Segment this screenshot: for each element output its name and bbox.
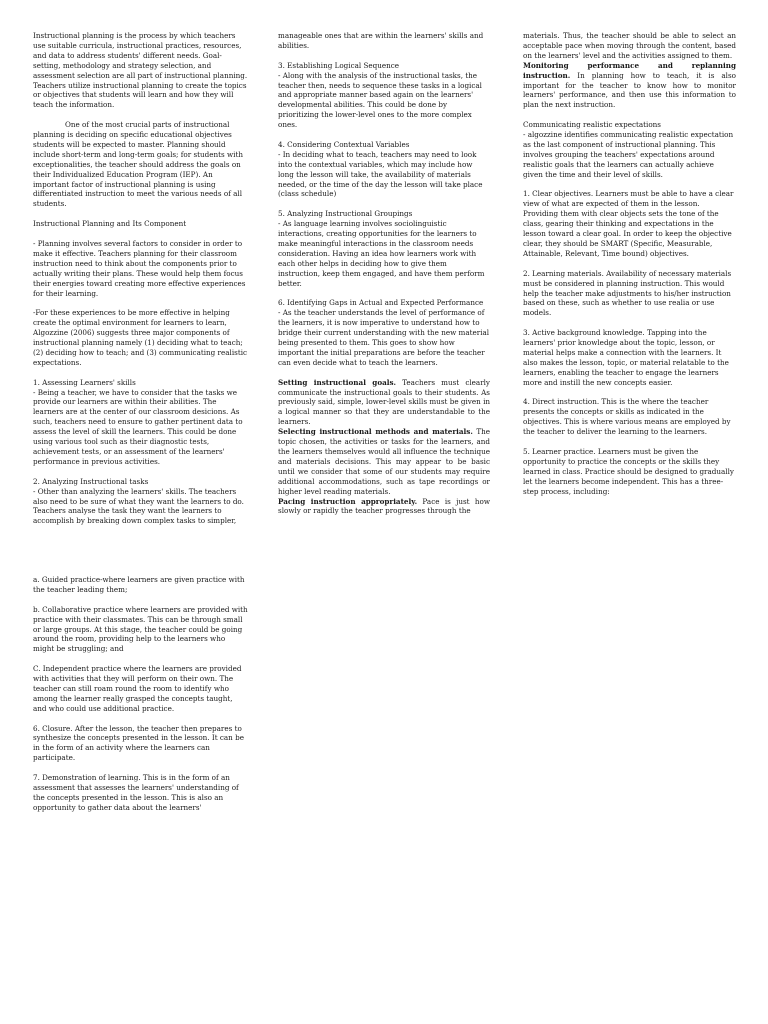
pacing-heading: Pacing instruction appropriately. xyxy=(278,496,418,506)
item-learning-materials: 2. Learning materials. Availability of necessary materials must be considered in planning instruction. This would help the teacher make adjustments to his/her instruction based on these, such as whether to use realia or use models. xyxy=(523,268,732,318)
step-1-body: - Being a teacher, we have to consider that the tasks we provide our learners are within their abilities. The learners are at the center of our classroom desicions. As such, teachers need to ensure to gather pertinent data to assess the level of skill the learners. This could be done using various tool such as their diagnostic tests, achievement tests, or an assessment of the learners' performance in previous activities. xyxy=(33,387,243,466)
pacing-paragraph xyxy=(278,497,490,517)
step-2-body: - Other than analyzing the learners' skills. The teachers also need to be sure of what they want the learners to do. Teachers analyse the task they want the learners to accomplish by breaking down complex tasks to simpler, xyxy=(33,486,244,526)
pacing-continued: materials. Thus, the teacher should be able to select an acceptable pace when moving through the content, based on the learners' level and the activities assigned to them. xyxy=(523,31,736,60)
goals-paragraph xyxy=(278,378,490,428)
item-guided-practice: a. Guided practice-where learners are given practice with the teacher leading them; xyxy=(33,575,245,594)
item-collaborative-practice: b. Collaborative practice where learners are provided with practice with their classmates. This can be through small or large groups. At this stage, the teacher could be going around the room, providing help to the learners who might be struggling; and xyxy=(33,604,248,654)
text-column-2 xyxy=(278,31,491,516)
step-5-title: 5. Analyzing Instructional Groupings xyxy=(278,209,413,219)
planning-paragraph: - Planning involves several factors to consider in order to make it effective. Teachers planning for their classroom instruction need to think about the components prior to actually writing their plans. These would help them focus their energies toward creating more effective experiences for their learning. xyxy=(33,238,246,298)
text-column-4 xyxy=(33,575,248,820)
step-2-title: 2. Analyzing Instructional tasks xyxy=(33,476,149,486)
monitoring-paragraph xyxy=(523,61,736,111)
section-heading: Instructional Planning and Its Component xyxy=(33,219,187,229)
goals-text: Teachers must clearly communicate the instructional goals to their students. As previously said, simple, lower-level skills must be given in a logical manner so that they are understandable to the learners. xyxy=(278,377,490,427)
step-6-body: - As the teacher understands the level of performance of the learners, it is now imperative to understand how to bridge their current understanding with the new material being presented to them. This goes to show how important the initial preparations are before the teacher can even decide what to teach the learners. xyxy=(278,308,490,367)
goals-heading: Setting instructional goals. xyxy=(278,377,397,387)
step-3-body: - Along with the analysis of the instructional tasks, the teacher then, needs to sequence these tasks in a logical and appropriate manner based again on the learners' developmental abilities. This could be done by prioritizing the lower-level ones to the more complex ones. xyxy=(278,70,482,130)
components-paragraph: -For these experiences to be more effective in helping create the optimal environment for learners to learn, Algozzine (2006) suggests three major components of instructional planning namely (1) deciding what to teach; (2) deciding how to teach; and (3) communicating realistic expectations. xyxy=(33,308,248,367)
communicating-title: Communicating realistic expectations xyxy=(523,120,661,130)
step-4-title: 4. Considering Contextual Variables xyxy=(278,139,410,149)
item-closure: 6. Closure. After the lesson, the teacher then prepares to synthesize the concepts presented in the lesson. It can be in the form of an activity where the learners can participate. xyxy=(33,723,244,763)
item-independent-practice: C. Independent practice where the learners are provided with activities that they will perform on their own. The teacher can still roam round the room to identify who among the learner really grasped the concepts taught, and who could use additional practice. xyxy=(33,664,242,713)
item-direct-instruction: 4. Direct instruction. This is the where the teacher presents the concepts or skills as indicated in the objectives. This is where various means are employed by the teacher to deliver the learning to the learners. xyxy=(523,397,731,437)
step-1-title: 1. Assessing Learners' skills xyxy=(33,377,136,387)
monitoring-heading: Monitoring performance and replanning instruction. xyxy=(523,60,736,80)
text-column-1 xyxy=(33,31,248,526)
text-column-3 xyxy=(523,31,736,501)
item-clear-objectives: 1. Clear objectives. Learners must be able to have a clear view of what are expected of them in the lesson. Providing them with clear objects sets the tone of the class, gearing their thinking and expectations in the lesson toward a clear goal. In order to keep the objective clear, they should be SMART (Specific, Measurable, Attainable, Relevant, Time bound) objectives. xyxy=(523,189,734,258)
step-5-body: - As language learning involves sociolinguistic interactions, creating opportunities for the learners to make meaningful interactions in the classroom needs consideration. Having an idea how learners work with each other helps in deciding how to give them instruction, keep them engaged, and have them perform better. xyxy=(278,219,485,288)
step-3-title: 3. Establishing Logical Sequence xyxy=(278,60,400,70)
intro-paragraph: Instructional planning is the process by which teachers use suitable curricula, instructional practices, resources, and data to address students' different needs. Goal-setting, methodology and strategy selection, and assessment selection are all part of instructional planning. Teachers utilize instructional planning to create the topics or objectives that students will learn and how they will teach the information. xyxy=(33,31,248,110)
methods-paragraph xyxy=(278,427,490,496)
communicating-body: - algozzine identifies communicating realistic expectation as the last component of instructional planning. This involves grouping the teachers' expectations around realistic goals that the learners can actually achieve given the time and their level of skills. xyxy=(523,130,734,179)
objectives-paragraph: One of the most crucial parts of instructional planning is deciding on specific educational objectives students will be expected to master. Planning should include short-term and long-term goals; for students with exceptionalities, the teacher should address the goals on their Individualized Education Program (IEP). An important factor of instructional planning is using differentiated instruction to meet the various needs of all students. xyxy=(33,120,243,209)
step-6-title: 6. Identifying Gaps in Actual and Expected Performance xyxy=(278,298,484,308)
monitoring-text: In planning how to teach, it is also important for the teacher to know how to monitor learners' performance, and then use this information to plan the next instruction. xyxy=(523,70,736,110)
item-background-knowledge: 3. Active background knowledge. Tapping into the learners' prior knowledge about the topic, lesson, or material helps make a connection with the learners. It also makes the lesson, topic, or material relatable to the learners, enabling the teacher to engage the learners more and instill the new concepts easier. xyxy=(523,328,729,387)
item-learner-practice: 5. Learner practice. Learners must be given the opportunity to practice the concepts or the skills they learned in class. Practice should be designed to gradually let the learners become independent. This has a three-step process, including: xyxy=(523,446,734,496)
methods-text: The topic chosen, the activities or tasks for the learners, and the learners themselves would all influence the technique and materials decisions. This may appear to be basic until we consider that some of our students may require additional accommodations, such as tape recordings or higher level reading materials. xyxy=(278,427,491,496)
continued-paragraph: manageable ones that are within the learners' skills and abilities. xyxy=(278,31,484,50)
pacing-text: Pace is just how slowly or rapidly the teacher progresses through the xyxy=(278,496,491,516)
item-demonstration: 7. Demonstration of learning. This is in the form of an assessment that assesses the learners' understanding of the concepts presented in the lesson. This is also an opportunity to gather data about the learners' xyxy=(33,773,239,812)
step-4-body: - In deciding what to teach, teachers may need to look into the contextual variables, which may include how long the lesson will take, the availability of materials needed, or the time of the day the lesson will take place (class schedule) xyxy=(278,149,483,199)
methods-heading: Selecting instructional methods and materials. xyxy=(278,427,473,437)
